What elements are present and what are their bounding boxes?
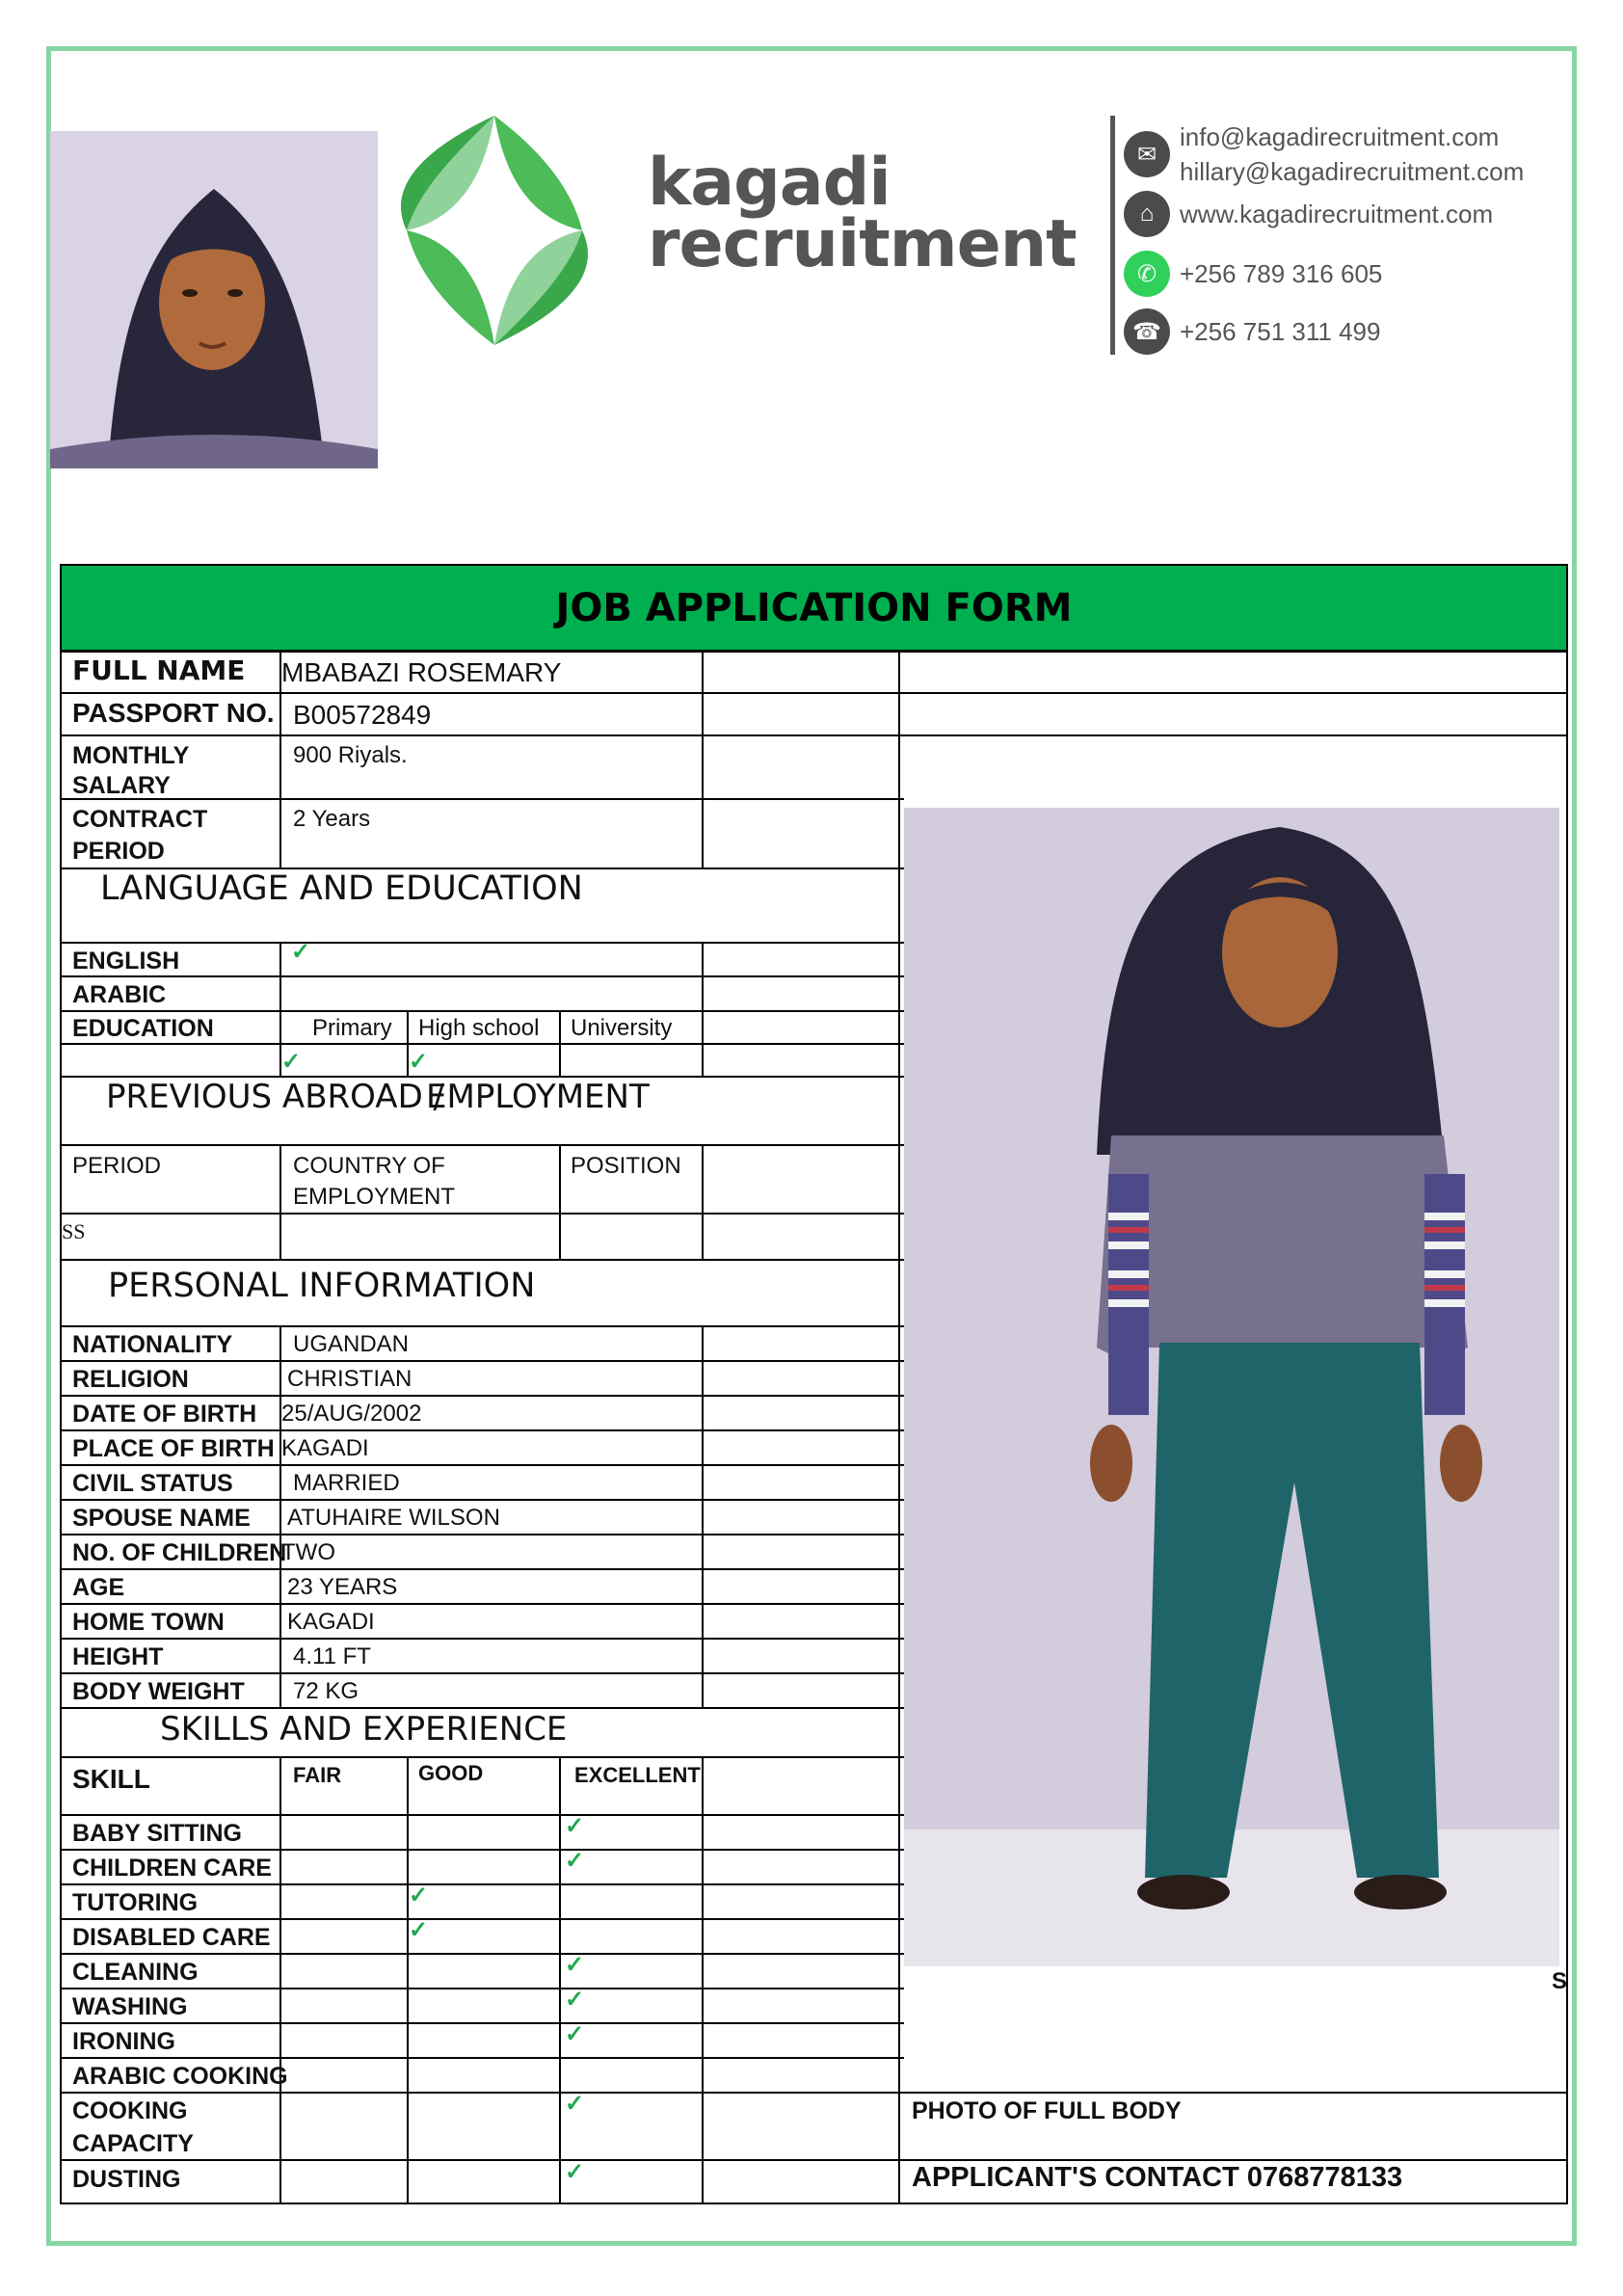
personal-info-heading: PERSONAL INFORMATION — [108, 1267, 536, 1305]
english-label: ENGLISH — [72, 948, 180, 974]
personal-row-value[interactable]: 72 KG — [293, 1678, 359, 1704]
personal-row-label: RELIGION — [72, 1366, 189, 1393]
skill-row-label: CHILDREN CARE — [72, 1855, 272, 1882]
arabic-label: ARABIC — [72, 981, 167, 1008]
logo-line-recruitment: recruitment — [648, 206, 1077, 282]
skill-good-check-icon: ✓ — [409, 1917, 429, 1943]
abroad-heading-part2: EMPLOYMENT — [426, 1078, 650, 1116]
personal-row-label: PLACE OF BIRTH — [72, 1435, 275, 1462]
personal-row-label: CIVIL STATUS — [72, 1470, 233, 1497]
photo-caption: PHOTO OF FULL BODY — [912, 2097, 1182, 2124]
contact-divider — [1110, 116, 1115, 355]
full-name-label: FULL NAME — [72, 654, 246, 686]
full-name-value[interactable]: MBABAZI ROSEMARY — [281, 657, 562, 687]
skill-row-label: WASHING — [72, 1993, 188, 2020]
abroad-country-header-line1: COUNTRY OF — [293, 1153, 445, 1179]
personal-row-label: HOME TOWN — [72, 1609, 225, 1636]
skill-row-label: ARABIC COOKING — [72, 2063, 288, 2090]
abroad-period-header: PERIOD — [72, 1153, 162, 1179]
mail-icon: ✉ — [1124, 131, 1170, 177]
personal-row-label: NO. OF CHILDREN — [72, 1539, 287, 1566]
personal-row-label: BODY WEIGHT — [72, 1678, 245, 1705]
personal-row-value[interactable]: 23 YEARS — [287, 1574, 398, 1600]
skill-row-label: TUTORING — [72, 1889, 199, 1916]
personal-row-label: NATIONALITY — [72, 1331, 233, 1358]
skill-excellent-check-icon: ✓ — [565, 2021, 585, 2047]
contract-label-line1: CONTRACT — [72, 806, 208, 833]
phone-icon: ☎ — [1124, 308, 1170, 355]
excellent-column-header: EXCELLENT — [574, 1763, 701, 1787]
email-info[interactable]: info@kagadirecruitment.com — [1180, 122, 1500, 151]
skill-excellent-check-icon: ✓ — [565, 1987, 585, 2013]
skill-row-label: BABY SITTING — [72, 1820, 242, 1847]
education-high-school: High school — [418, 1015, 540, 1041]
skill-row-label-line2: CAPACITY — [72, 2130, 194, 2157]
skill-column-header: SKILL — [72, 1764, 150, 1794]
whatsapp-number[interactable]: +256 789 316 605 — [1180, 258, 1383, 288]
applicant-contact: APPLICANT'S CONTACT 0768778133 — [912, 2162, 1403, 2193]
website-contact — [1124, 191, 1493, 237]
personal-row-value[interactable]: MARRIED — [293, 1470, 400, 1496]
home-icon: ⌂ — [1124, 191, 1170, 237]
english-check-icon: ✓ — [291, 939, 311, 965]
skill-excellent-check-icon: ✓ — [565, 1848, 585, 1874]
education-university: University — [571, 1015, 673, 1041]
personal-row-value[interactable]: KAGADI — [287, 1609, 375, 1635]
fair-column-header: FAIR — [293, 1763, 342, 1787]
primary-check-icon: ✓ — [281, 1049, 302, 1075]
applicant-headshot-photo — [50, 131, 378, 468]
email-hillary[interactable]: hillary@kagadirecruitment.com — [1180, 157, 1525, 186]
skills-heading: SKILLS AND EXPERIENCE — [160, 1710, 568, 1749]
email-contact — [1124, 120, 1524, 189]
phone-contact — [1124, 308, 1380, 355]
phone-number[interactable]: +256 751 311 499 — [1180, 316, 1381, 346]
skill-excellent-check-icon: ✓ — [565, 1952, 585, 1978]
personal-row-label: DATE OF BIRTH — [72, 1401, 257, 1428]
stray-s-text: S — [1552, 1968, 1568, 1994]
skill-row-label: DUSTING — [72, 2166, 181, 2193]
skill-good-check-icon: ✓ — [409, 1882, 429, 1909]
skill-row-label: COOKING — [72, 2097, 188, 2124]
personal-row-value[interactable]: CHRISTIAN — [287, 1366, 412, 1392]
skill-row-label: IRONING — [72, 2028, 175, 2055]
personal-row-label: HEIGHT — [72, 1643, 164, 1670]
skill-excellent-check-icon: ✓ — [565, 2159, 585, 2185]
skill-excellent-check-icon: ✓ — [565, 2091, 585, 2117]
passport-value[interactable]: B00572849 — [293, 700, 432, 730]
applicant-full-body-photo — [904, 808, 1559, 1966]
whatsapp-icon: ✆ — [1124, 251, 1170, 297]
logo-line-kagadi: kagadi — [648, 145, 891, 221]
skill-excellent-check-icon: ✓ — [565, 1813, 585, 1839]
personal-row-value[interactable]: KAGADI — [281, 1435, 369, 1461]
abroad-country-header-line2: EMPLOYMENT — [293, 1184, 456, 1210]
skill-row-label: CLEANING — [72, 1959, 199, 1986]
education-label: EDUCATION — [72, 1015, 214, 1042]
personal-row-value[interactable]: ATUHAIRE WILSON — [287, 1505, 500, 1531]
good-column-header: GOOD — [418, 1761, 484, 1785]
skill-row-label: DISABLED CARE — [72, 1924, 271, 1951]
passport-label: PASSPORT NO. — [72, 698, 275, 728]
personal-row-value[interactable]: TWO — [281, 1539, 335, 1565]
kagadi-logo-wordmark — [648, 145, 1077, 282]
form-title: JOB APPLICATION FORM — [62, 566, 1566, 653]
personal-row-label: AGE — [72, 1574, 125, 1601]
website-link[interactable]: www.kagadirecruitment.com — [1180, 199, 1494, 228]
personal-row-value[interactable]: UGANDAN — [293, 1331, 410, 1357]
personal-row-value[interactable]: 4.11 FT — [293, 1643, 371, 1669]
contract-value[interactable]: 2 Years — [293, 806, 371, 832]
contract-label-line2: PERIOD — [72, 838, 165, 865]
personal-row-value[interactable]: 25/AUG/2002 — [281, 1401, 422, 1427]
salary-label-line2: SALARY — [72, 772, 171, 799]
abroad-stray-text: SS — [62, 1219, 86, 1243]
whatsapp-contact — [1124, 251, 1382, 297]
high-school-check-icon: ✓ — [409, 1049, 429, 1075]
personal-row-label: SPOUSE NAME — [72, 1505, 251, 1532]
language-education-heading: LANGUAGE AND EDUCATION — [100, 869, 583, 908]
abroad-heading-part1: PREVIOUS ABROAD / — [106, 1078, 445, 1116]
kagadi-logo-mark — [378, 114, 611, 347]
salary-value[interactable]: 900 Riyals. — [293, 742, 408, 768]
abroad-position-header: POSITION — [571, 1153, 681, 1179]
salary-label-line1: MONTHLY — [72, 742, 190, 769]
education-primary: Primary — [312, 1015, 392, 1041]
